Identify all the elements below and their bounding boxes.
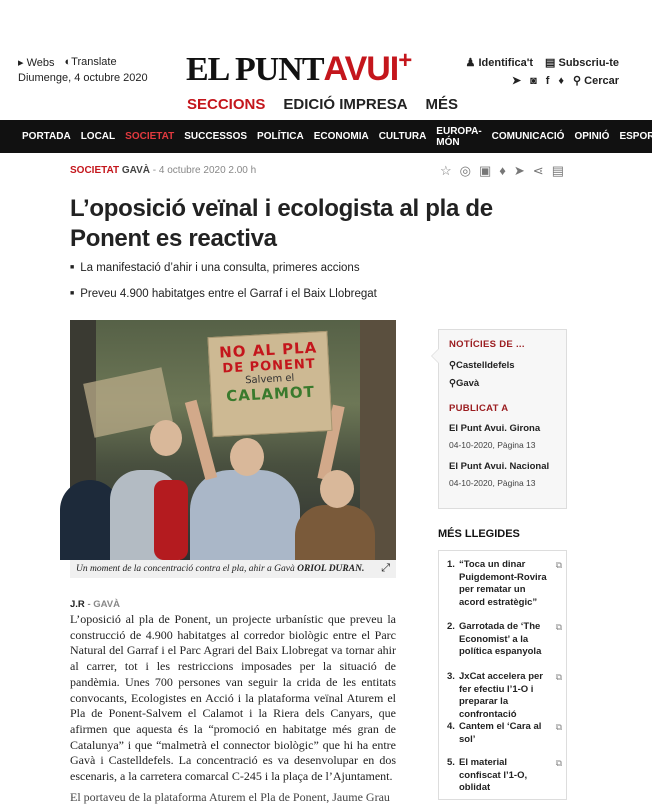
cat-cultura[interactable]: CULTURA	[378, 131, 427, 142]
article-photo[interactable]	[70, 320, 396, 560]
instagram-icon[interactable]: ◙	[530, 74, 537, 87]
mes-llegides-list: 1. “Toca un dinar Puigdemont-Rovira per rematar un acord estratègic” ⧉ 2. Garrotada de ‘The Economist’ a la política espanyola ⧉ 3. JxCat accelera per fer efectiu l’1-O i preparar la confrontació ⧉ 4. Cantem el ‘Cara al sol’ ⧉ 5. El material confiscat l’1-O, oblidat ⧉	[438, 550, 567, 800]
cat-esports[interactable]: ESPORTS	[619, 131, 667, 142]
cat-local[interactable]: LOCAL	[80, 131, 116, 142]
nav-mes[interactable]: MÉS	[425, 96, 459, 113]
publication-nacional-detail: 04-10-2020, Pàgina 13	[449, 478, 536, 488]
publication-nacional[interactable]: El Punt Avui. Nacional	[449, 461, 550, 472]
bullet-2: ■ Preveu 4.900 habitatges entre el Garraf i el Baix Llobregat	[70, 288, 377, 300]
article-bullets	[70, 262, 377, 314]
article-title: L’oposició veïnal i ecologista al pla de Ponent es reactiva	[70, 195, 493, 252]
facebook-icon[interactable]: f	[545, 74, 550, 87]
cat-economia[interactable]: ECONOMIA	[313, 131, 369, 142]
protest-sign: NO AL PLA DE PONENT Salvem el CALAMOT	[207, 331, 332, 437]
share-icon[interactable]: ⋖	[532, 163, 544, 178]
user-links	[466, 56, 619, 69]
bullet-1: ■ La manifestació d’ahir i una consulta, primeres accions	[70, 262, 377, 274]
external-link-icon: ⧉	[555, 722, 562, 732]
expand-icon[interactable]: ⤢	[381, 562, 390, 574]
external-link-icon: ⧉	[555, 622, 562, 632]
mes-llegides-title: MÉS LLEGIDES	[438, 528, 520, 540]
social-links	[512, 74, 619, 87]
logo-plus: +	[398, 47, 412, 74]
twitter-share-icon[interactable]: ♦	[499, 163, 506, 178]
cat-europa-mon[interactable]: EUROPA-MÓN	[436, 125, 482, 148]
subscribe-link[interactable]: ▤ Subscriu-te	[545, 57, 619, 69]
related-box	[438, 329, 567, 509]
facebook-share-icon[interactable]: ▣	[478, 163, 492, 178]
print-icon[interactable]: ▤	[551, 163, 564, 178]
external-link-icon: ⧉	[555, 560, 562, 570]
search-label: Cercar	[584, 75, 619, 87]
article-time: - 4 octubre 2020 2.00 h	[152, 165, 257, 176]
main-nav	[187, 96, 458, 113]
nav-edicio-impresa[interactable]: EDICIÓ IMPRESA	[283, 96, 408, 113]
search-button[interactable]	[573, 74, 619, 87]
photo-credit: ORIOL DURAN.	[297, 564, 365, 574]
logo-el-punt: EL PUNT	[186, 51, 324, 88]
article-body-continuation: El portaveu de la plataforma Aturem el Pla de Ponent, Jaume Grau	[70, 790, 390, 804]
external-link-icon: ⧉	[555, 758, 562, 768]
login-link[interactable]: ♟ Identifica't	[465, 57, 534, 69]
webs-link[interactable]: ▸ Webs	[18, 57, 55, 69]
article-category[interactable]: SOCIETAT	[70, 165, 120, 176]
pin-icon: ⚲	[449, 360, 456, 371]
telegram-icon[interactable]: ➤	[511, 75, 522, 87]
article-meta	[70, 165, 256, 176]
telegram-share-icon[interactable]: ➤	[513, 163, 525, 178]
cat-politica[interactable]: POLÍTICA	[257, 131, 304, 142]
publication-girona-detail: 04-10-2020, Pàgina 13	[449, 440, 536, 450]
author: J.R	[70, 599, 85, 610]
header	[0, 0, 652, 120]
site-logo[interactable]	[186, 47, 412, 90]
noticies-title: NOTÍCIES DE ...	[449, 339, 525, 350]
cat-portada[interactable]: PORTADA	[22, 131, 71, 142]
cat-societat[interactable]: SOCIETAT	[125, 131, 175, 142]
translate-link[interactable]: ◐Translate	[64, 56, 117, 68]
favorite-icon[interactable]: ☆	[439, 163, 452, 178]
publicat-title: PUBLICAT A	[449, 403, 509, 414]
byline	[70, 599, 120, 610]
cat-opinio[interactable]: OPINIÓ	[574, 131, 610, 142]
top-links	[18, 56, 117, 69]
location-castelldefels[interactable]: ⚲Castelldefels	[449, 360, 515, 371]
cat-successos[interactable]: SUCCESSOS	[184, 131, 248, 142]
logo-avui: AVUI	[323, 50, 399, 88]
twitter-icon[interactable]: ♦	[558, 74, 565, 87]
photo-caption: Un moment de la concentració contra el pla, ahir a Gavà ORIOL DURAN. ⤢	[70, 560, 396, 578]
article-place[interactable]: GAVÀ	[121, 165, 151, 176]
current-date: Diumenge, 4 octubre 2020	[18, 72, 148, 84]
cat-comunicacio[interactable]: COMUNICACIÓ	[491, 131, 565, 142]
category-nav	[0, 120, 667, 153]
whatsapp-icon[interactable]: ◎	[459, 163, 471, 178]
location-gava[interactable]: ⚲Gavà	[449, 378, 480, 389]
article-body: L’oposició al pla de Ponent, un projecte urbanístic que preveu la construcció de 4.900 habitatges al corredor biològic entre el Parc Natural del Garraf i el Parc Agrari del Baix Llobregat va tornar ahir al carrer, tot i les restriccions imposades per la situació de pandèmia. Unes 700 persones van seguir la crida de les entitats convocants, Ecologistes en Acció i la plataforma veïnal Aturem el Pla de Ponent-Salvem el Calamot i la Riera dels Canyars, que afirmen que aquesta és la “promoció en habitatge més gran de Catalunya” i que “malmetrà el connector biològic” que hi ha entre Gavà i Castelldefels. La concentració es va desenvolupar en dos escenaris, a la carretera comarcal C-245 i la plaça de l’Ajuntament.	[70, 612, 396, 784]
author-place: - GAVÀ	[87, 599, 120, 610]
nav-seccions[interactable]: SECCIONS	[187, 96, 266, 113]
share-tools	[440, 163, 564, 179]
search-icon: ⚲	[573, 75, 582, 87]
pin-icon: ⚲	[449, 378, 456, 389]
external-link-icon: ⧉	[555, 672, 562, 682]
publication-girona[interactable]: El Punt Avui. Girona	[449, 423, 541, 434]
